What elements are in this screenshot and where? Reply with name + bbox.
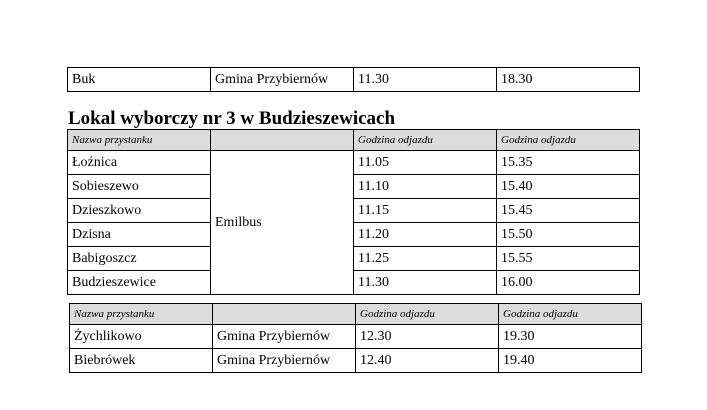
departure-2-cell: 15.35 xyxy=(497,151,640,175)
table-row xyxy=(68,151,640,175)
stop-name-cell: Żychlikowo xyxy=(70,325,213,349)
timetable-main xyxy=(67,129,640,295)
stop-name-cell: Łoźnica xyxy=(68,151,211,175)
departure-1-cell: 12.40 xyxy=(356,349,499,373)
departure-1-cell: 11.20 xyxy=(354,223,497,247)
departure-2-cell: 15.40 xyxy=(497,175,640,199)
table-header-row xyxy=(68,130,640,151)
departure-2-cell: 15.45 xyxy=(497,199,640,223)
carrier-merged-cell: Emilbus xyxy=(211,151,354,295)
stop-name-cell: Dzieszkowo xyxy=(68,199,211,223)
timetable-top xyxy=(67,67,640,92)
departure-2-cell: 15.50 xyxy=(497,223,640,247)
carrier-cell: Gmina Przybiernów xyxy=(213,349,356,373)
table-header-row xyxy=(70,304,642,325)
departure-2-cell: 18.30 xyxy=(497,68,640,92)
table-row xyxy=(68,68,640,92)
stop-name-cell: Babigoszcz xyxy=(68,247,211,271)
stop-name-cell: Budzieszewice xyxy=(68,271,211,295)
table-row xyxy=(68,199,640,223)
departure-1-cell: 11.25 xyxy=(354,247,497,271)
timetable-bottom xyxy=(69,303,642,373)
table-row xyxy=(68,271,640,295)
departure-1-cell: 11.15 xyxy=(354,199,497,223)
carrier-cell: Gmina Przybiernów xyxy=(213,325,356,349)
departure-2-cell: 16.00 xyxy=(497,271,640,295)
stop-name-cell: Buk xyxy=(68,68,211,92)
header-departure-2: Godzina odjazdu xyxy=(499,304,642,325)
header-departure-2: Godzina odjazdu xyxy=(497,130,640,151)
stop-name-cell: Sobieszewo xyxy=(68,175,211,199)
departure-2-cell: 15.55 xyxy=(497,247,640,271)
departure-1-cell: 11.30 xyxy=(354,271,497,295)
stop-name-cell: Dzisna xyxy=(68,223,211,247)
departure-2-cell: 19.30 xyxy=(499,325,642,349)
table-row xyxy=(70,349,642,373)
departure-1-cell: 11.10 xyxy=(354,175,497,199)
table-row xyxy=(68,223,640,247)
departure-1-cell: 12.30 xyxy=(356,325,499,349)
table-row xyxy=(70,325,642,349)
header-departure-1: Godzina odjazdu xyxy=(354,130,497,151)
header-stop-name: Nazwa przystanku xyxy=(70,304,213,325)
departure-1-cell: 11.30 xyxy=(354,68,497,92)
header-carrier xyxy=(211,130,354,151)
header-stop-name: Nazwa przystanku xyxy=(68,130,211,151)
departure-1-cell: 11.05 xyxy=(354,151,497,175)
stop-name-cell: Biebrówek xyxy=(70,349,213,373)
table-row xyxy=(68,175,640,199)
table-row xyxy=(68,247,640,271)
section-title: Lokal wyborczy nr 3 w Budzieszewicach xyxy=(68,108,396,129)
departure-2-cell: 19.40 xyxy=(499,349,642,373)
header-departure-1: Godzina odjazdu xyxy=(356,304,499,325)
header-carrier xyxy=(213,304,356,325)
carrier-cell: Gmina Przybiernów xyxy=(211,68,354,92)
